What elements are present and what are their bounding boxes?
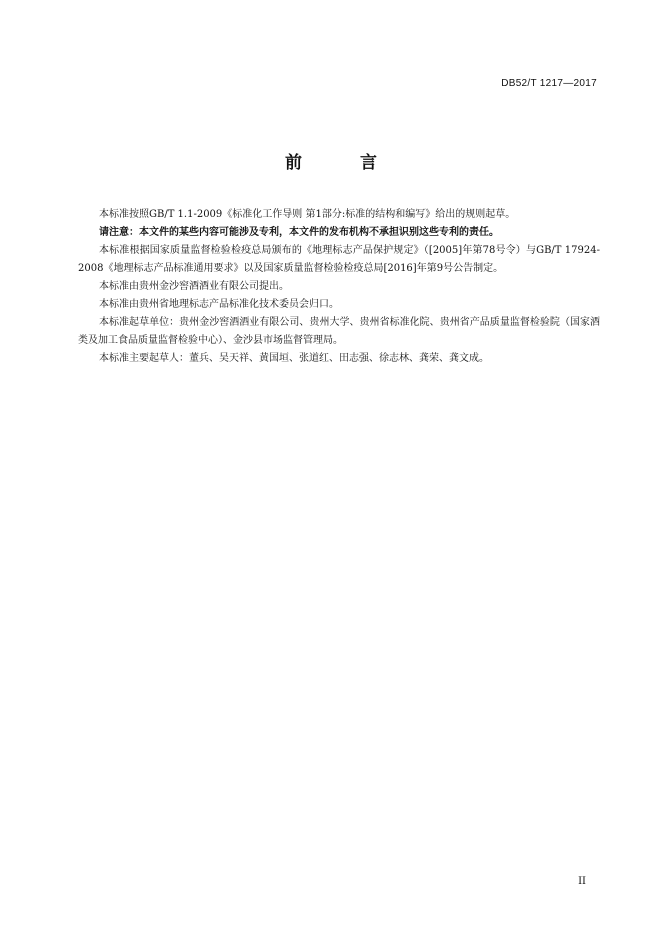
paragraph-drafting-rules: 本标准按照GB/T 1.1-2009《标准化工作导则 第1部分:标准的结构和编写》给出的规则起草。 (99, 209, 516, 220)
foreword-body (78, 206, 600, 368)
paragraph-committee: 本标准由贵州省地理标志产品标准化技术委员会归口。 (99, 299, 339, 310)
page-number: II (578, 876, 586, 887)
paragraph-patent-notice: 请注意：本文件的某些内容可能涉及专利，本文件的发布机构不承担识别这些专利的责任。 (99, 227, 499, 238)
page-title: 前 言 (285, 153, 403, 173)
paragraph-drafting-units: 本标准起草单位：贵州金沙窖酒酒业有限公司、贵州大学、贵州省标准化院、贵州省产品质量监督检验院（国家酒类及加工食品质量监督检验中心）、金沙县市场监督管理局。 (78, 317, 600, 346)
document-code: DB52/T 1217—2017 (501, 78, 597, 89)
paragraph-basis: 本标准根据国家质量监督检验检疫总局颁布的《地理标志产品保护规定》（[2005]年第78号令）与GB/T 17924-2008《地理标志产品标准通用要求》以及国家质量监督检验检疫总局[2016]年第9号公告制定。 (78, 245, 600, 274)
paragraph-proposer: 本标准由贵州金沙窖酒酒业有限公司提出。 (99, 281, 289, 292)
paragraph-drafters: 本标准主要起草人：董兵、吴天祥、黄国垣、张道红、田志强、徐志林、龚荣、龚文成。 (99, 353, 489, 364)
